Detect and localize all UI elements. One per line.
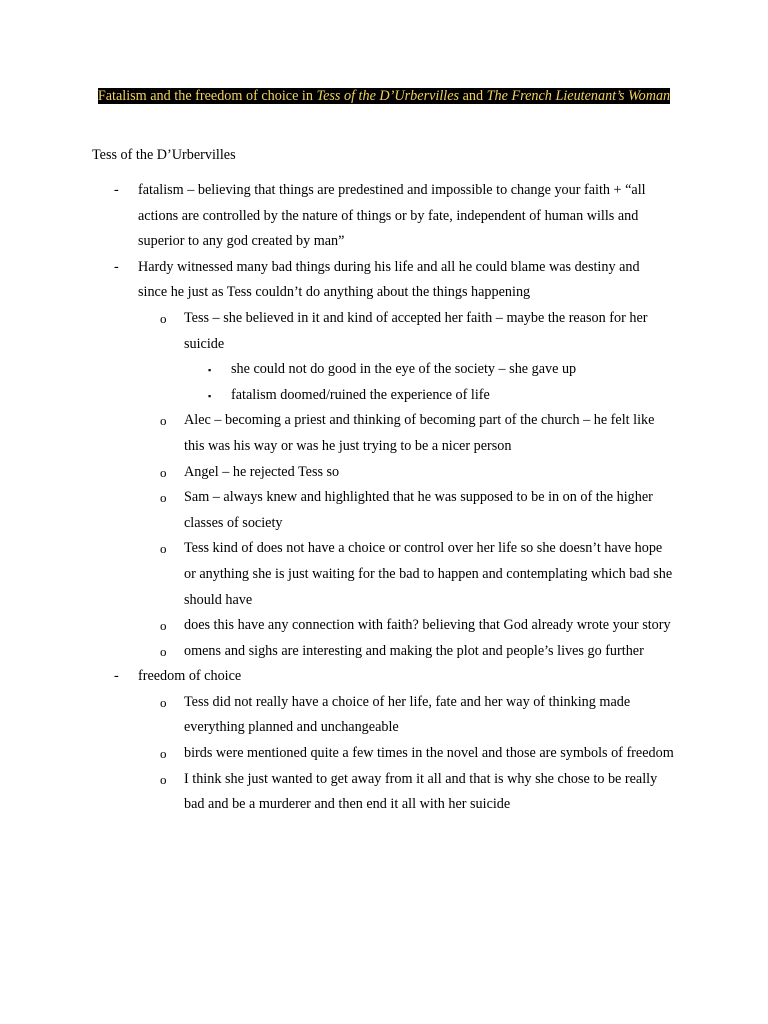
list-item [0, 536, 674, 613]
list-item-text: Tess kind of does not have a choice or control over her life so she doesn’t have hope or anything she is just waiting for the bad to happen and contemplating which bad she should have [184, 540, 673, 608]
list-item [0, 664, 658, 690]
bullet-marker: ▪ [208, 390, 212, 401]
list-item [0, 408, 674, 459]
list-item-text: freedom of choice [138, 668, 242, 685]
bullet-marker: - [114, 668, 119, 685]
list-item [0, 460, 674, 486]
list-item [0, 485, 674, 536]
list-item-text: Hardy witnessed many bad things during his life and all he could blame was destiny and since he just as Tess couldn’t do anything about the things happening [138, 258, 640, 301]
list-item [0, 639, 674, 665]
list-item-text: Sam – always knew and highlighted that he was supposed to be in on of the higher classes of society [184, 489, 653, 531]
list-item [0, 357, 671, 383]
bullet-marker: o [160, 746, 167, 762]
bullet-marker: o [160, 643, 167, 659]
title-book-2: The French Lieutenant’s Woman [486, 88, 671, 104]
bullet-marker: o [160, 310, 167, 326]
list-item-text: Tess – she believed in it and kind of accepted her faith – maybe the reason for her suicide [184, 309, 648, 352]
list-item-text: Angel – he rejected Tess so [184, 463, 340, 480]
notes-list [0, 178, 768, 818]
list-item-text: Alec – becoming a priest and thinking of becoming part of the church – he felt like this was his way or was he just trying to be a nicer person [184, 412, 655, 454]
bullet-marker: o [160, 771, 167, 787]
bullet-marker: o [160, 464, 167, 480]
list-item-text: fatalism – believing that things are predestined and impossible to change your faith + “all actions are controlled by the nature of things or by fate, independent of human wills and superior to any god created by man” [138, 182, 646, 250]
title-book-1: Tess of the D’Urbervilles [316, 88, 460, 104]
list-item-text: birds were mentioned quite a few times in the novel and those are symbols of freedom [184, 745, 674, 762]
title-part-2: and [459, 88, 487, 104]
list-item [0, 613, 674, 639]
bullet-marker: - [114, 258, 119, 275]
list-item [0, 383, 671, 409]
bullet-marker: - [114, 182, 119, 198]
bullet-marker: o [160, 413, 167, 429]
list-item-text: Tess did not really have a choice of her life, fate and her way of thinking made everything planned and unchangeable [184, 693, 631, 736]
list-item-text: she could not do good in the eye of the society – she gave up [231, 361, 577, 378]
bullet-marker: o [160, 694, 167, 710]
list-item [0, 767, 674, 818]
list-item [0, 690, 674, 741]
list-item-text: fatalism doomed/ruined the experience of life [231, 386, 490, 403]
bullet-marker: o [160, 490, 167, 506]
section-heading: Tess of the D’Urbervilles [92, 147, 236, 163]
list-item [0, 741, 674, 767]
bullet-marker: o [160, 541, 167, 557]
bullet-marker: o [160, 618, 167, 634]
title-part-1: Fatalism and the freedom of choice in [97, 88, 317, 104]
document-title [92, 84, 676, 110]
list-item [0, 306, 674, 357]
bullet-marker: ▪ [208, 365, 212, 376]
list-item-text: I think she just wanted to get away from it all and that is why she chose to be really bad and be a murderer and then end it all with her suicide [184, 770, 658, 813]
list-item [0, 178, 658, 255]
list-item [0, 255, 658, 306]
list-item-text: omens and sighs are interesting and making the plot and people’s lives go further [184, 642, 644, 659]
list-item-text: does this have any connection with faith? believing that God already wrote your story [184, 617, 671, 634]
